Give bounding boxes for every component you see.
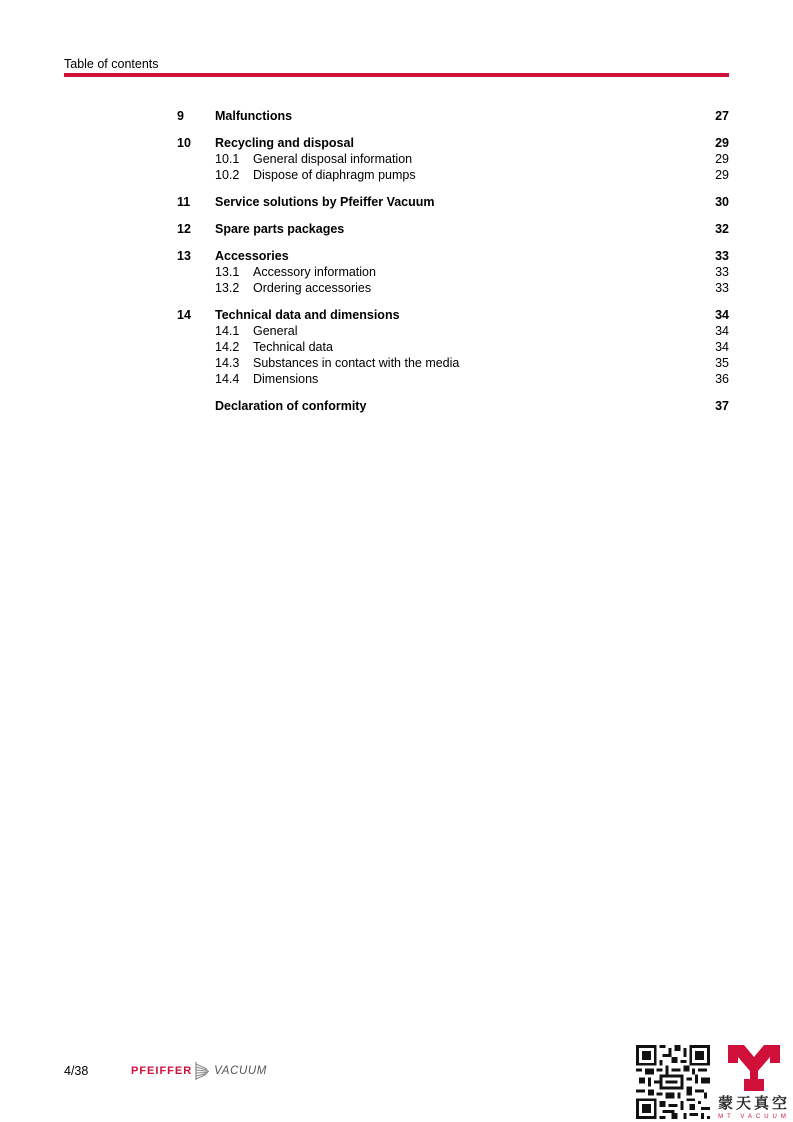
- toc-section-row[interactable]: [177, 151, 729, 167]
- footer-page-number: 4/38: [64, 1064, 89, 1078]
- toc-chapter-title: Accessories: [215, 249, 289, 263]
- toc-section-row[interactable]: [177, 355, 729, 371]
- pfeiffer-vacuum-logo: [131, 1060, 267, 1082]
- table-of-contents: [177, 108, 729, 425]
- pfeiffer-wordmark: PFEIFFER: [131, 1065, 193, 1077]
- toc-chapter-number: 10: [177, 136, 191, 150]
- toc-section-row[interactable]: [177, 339, 729, 355]
- toc-section-row[interactable]: [177, 167, 729, 183]
- toc-chapter-number: 14: [177, 308, 191, 322]
- toc-chapter-title: Spare parts packages: [215, 222, 345, 236]
- toc-section-title: Dimensions: [253, 372, 319, 386]
- toc-chapter-row[interactable]: [177, 248, 729, 264]
- toc-chapter-number: 11: [177, 195, 191, 209]
- toc-chapter-row[interactable]: [177, 307, 729, 323]
- qr-code-icon: [636, 1045, 710, 1119]
- toc-section-title: Accessory information: [253, 265, 376, 279]
- toc-chapter-page: 30: [715, 195, 729, 209]
- toc-chapter: [177, 248, 729, 296]
- toc-chapter: [177, 135, 729, 183]
- toc-section-page: 29: [715, 152, 729, 166]
- toc-section-title: Technical data: [253, 340, 333, 354]
- toc-section-number: 14.1: [215, 324, 240, 338]
- toc-chapter-number: 9: [177, 109, 184, 123]
- toc-chapter-title: Recycling and disposal: [215, 136, 354, 150]
- toc-section-number: 13.1: [215, 265, 240, 279]
- toc-section-page: 29: [715, 168, 729, 182]
- toc-chapter-title: Technical data and dimensions: [215, 308, 400, 322]
- pfeiffer-stripes-icon: [195, 1061, 211, 1081]
- mt-english-name: MT VACUUM: [718, 1114, 790, 1120]
- toc-section-title: General disposal information: [253, 152, 413, 166]
- toc-chapter-page: 34: [715, 308, 729, 322]
- toc-section-number: 14.2: [215, 340, 240, 354]
- toc-section-title: Substances in contact with the media: [253, 356, 460, 370]
- toc-section-page: 34: [715, 340, 729, 354]
- toc-chapter: [177, 221, 729, 237]
- toc-chapter-row[interactable]: [177, 398, 729, 414]
- toc-section-row[interactable]: [177, 323, 729, 339]
- toc-chapter: [177, 307, 729, 387]
- toc-section-page: 35: [715, 356, 729, 370]
- toc-section-title: Dispose of diaphragm pumps: [253, 168, 416, 182]
- toc-chapter-row[interactable]: [177, 135, 729, 151]
- toc-chapter-number: 13: [177, 249, 191, 263]
- mt-vacuum-logo: [715, 1045, 793, 1122]
- toc-chapter-page: 29: [715, 136, 729, 150]
- toc-chapter-title: Malfunctions: [215, 109, 293, 123]
- toc-section-page: 36: [715, 372, 729, 386]
- toc-chapter-title: Declaration of conformity: [215, 399, 367, 413]
- toc-section-title: General: [253, 324, 298, 338]
- toc-chapter: [177, 194, 729, 210]
- toc-section-page: 33: [715, 281, 729, 295]
- toc-section-number: 10.2: [215, 168, 240, 182]
- toc-chapter-number: 12: [177, 222, 191, 236]
- toc-section-row[interactable]: [177, 371, 729, 387]
- toc-chapter-row[interactable]: [177, 221, 729, 237]
- toc-chapter: [177, 108, 729, 124]
- toc-chapter-page: 37: [715, 399, 729, 413]
- toc-section-number: 14.3: [215, 356, 240, 370]
- toc-section-number: 13.2: [215, 281, 240, 295]
- toc-section-row[interactable]: [177, 264, 729, 280]
- toc-chapter-title: Service solutions by Pfeiffer Vacuum: [215, 195, 435, 209]
- mt-chinese-name: 蒙天真空: [717, 1094, 790, 1112]
- header-rule: [64, 73, 729, 77]
- toc-section-number: 10.1: [215, 152, 240, 166]
- toc-section-row[interactable]: [177, 280, 729, 296]
- toc-chapter-row[interactable]: [177, 194, 729, 210]
- vacuum-wordmark: VACUUM: [214, 1065, 267, 1077]
- toc-chapter: [177, 398, 729, 414]
- toc-section-page: 33: [715, 265, 729, 279]
- toc-chapter-row[interactable]: [177, 108, 729, 124]
- toc-section-page: 34: [715, 324, 729, 338]
- header-title: Table of contents: [64, 57, 159, 71]
- toc-section-number: 14.4: [215, 372, 240, 386]
- toc-chapter-page: 33: [715, 249, 729, 263]
- mt-emblem-icon: [728, 1045, 780, 1091]
- toc-section-title: Ordering accessories: [253, 281, 372, 295]
- toc-chapter-page: 27: [715, 109, 729, 123]
- toc-chapter-page: 32: [715, 222, 729, 236]
